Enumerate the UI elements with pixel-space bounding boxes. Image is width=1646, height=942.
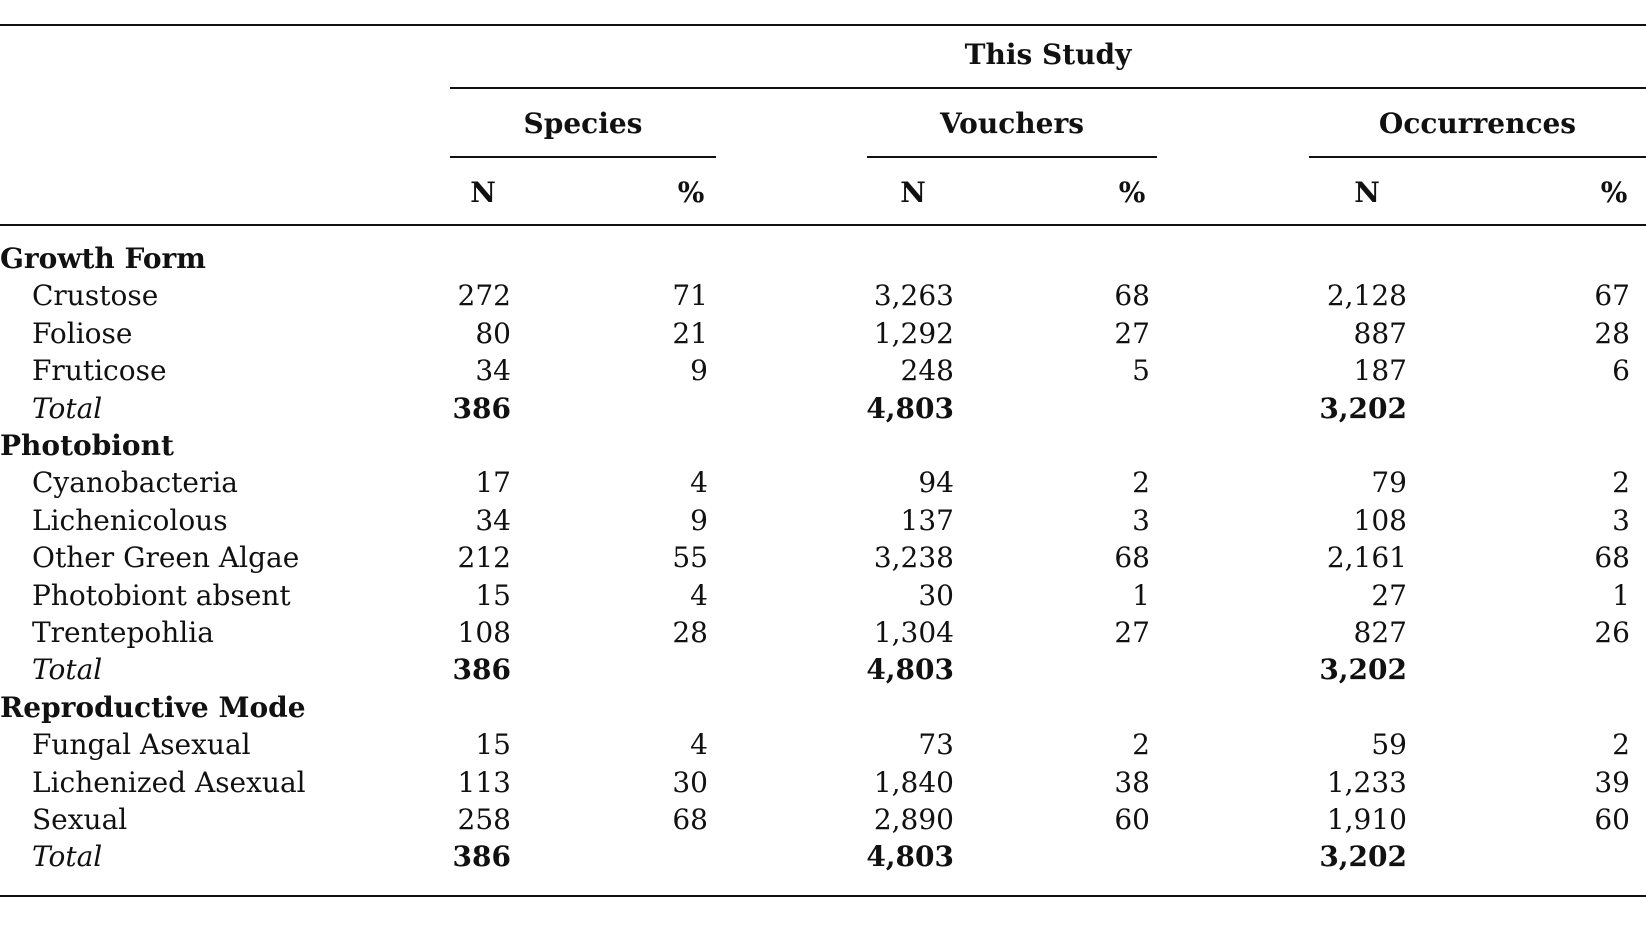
row-label: Sexual	[32, 803, 128, 836]
cell-occurrences-pct: 68	[1594, 541, 1630, 574]
cell-species-n: 80	[475, 317, 511, 350]
cell-species-n: 15	[475, 728, 511, 761]
cell-occurrences-pct: 3	[1612, 504, 1630, 537]
cell-species-pct: 4	[690, 579, 708, 612]
cell-species-pct: 4	[690, 466, 708, 499]
cell-species-n: 17	[475, 466, 511, 499]
cell-occurrences-n: 1,233	[1326, 766, 1407, 799]
cell-species-pct: 30	[672, 766, 708, 799]
cell-species-n: 212	[457, 541, 511, 574]
cell-species-pct: 21	[672, 317, 708, 350]
cell-vouchers-n: 137	[900, 504, 954, 537]
subheader-vouchers-pct: %	[1118, 176, 1146, 209]
cell-vouchers-pct: 27	[1114, 317, 1150, 350]
group-header-vouchers: Vouchers	[940, 107, 1084, 140]
cell-vouchers-pct: 68	[1114, 279, 1150, 312]
cell-occurrences-n: 827	[1353, 616, 1407, 649]
row-label: Foliose	[32, 317, 133, 350]
total-occurrences-n: 3,202	[1319, 840, 1407, 873]
cell-species-n: 15	[475, 579, 511, 612]
total-species-n: 386	[452, 840, 511, 873]
row-label: Lichenized Asexual	[32, 766, 306, 799]
cell-occurrences-n: 1,910	[1326, 803, 1407, 836]
total-label: Total	[32, 392, 103, 425]
cell-species-pct: 71	[672, 279, 708, 312]
cell-vouchers-pct: 38	[1114, 766, 1150, 799]
header-bottom-rule	[0, 224, 1646, 226]
cell-vouchers-n: 2,890	[873, 803, 954, 836]
cell-species-n: 258	[457, 803, 511, 836]
row-label: Trentepohlia	[32, 616, 214, 649]
cell-vouchers-pct: 27	[1114, 616, 1150, 649]
cell-occurrences-pct: 67	[1594, 279, 1630, 312]
group-header-species: Species	[523, 107, 643, 140]
cell-occurrences-pct: 2	[1612, 728, 1630, 761]
cell-occurrences-n: 27	[1371, 579, 1407, 612]
row-label: Fruticose	[32, 354, 167, 387]
cell-occurrences-n: 108	[1353, 504, 1407, 537]
total-vouchers-n: 4,803	[866, 392, 954, 425]
cell-vouchers-pct: 68	[1114, 541, 1150, 574]
cell-vouchers-n: 94	[918, 466, 954, 499]
cell-occurrences-pct: 1	[1612, 579, 1630, 612]
cell-vouchers-n: 1,304	[873, 616, 954, 649]
cell-occurrences-pct: 6	[1612, 354, 1630, 387]
cell-vouchers-pct: 2	[1132, 728, 1150, 761]
top-rule	[0, 24, 1646, 26]
cell-vouchers-pct: 1	[1132, 579, 1150, 612]
total-vouchers-n: 4,803	[866, 653, 954, 686]
total-species-n: 386	[452, 653, 511, 686]
cell-occurrences-n: 2,128	[1326, 279, 1407, 312]
subheader-occurrences-n: N	[1354, 176, 1380, 209]
section-title: Photobiont	[0, 429, 174, 462]
total-species-n: 386	[452, 392, 511, 425]
occurrences-rule	[1309, 156, 1646, 158]
row-label: Cyanobacteria	[32, 466, 238, 499]
cell-vouchers-n: 248	[900, 354, 954, 387]
subheader-species-n: N	[470, 176, 496, 209]
cell-occurrences-pct: 28	[1594, 317, 1630, 350]
cell-species-pct: 28	[672, 616, 708, 649]
cell-vouchers-pct: 3	[1132, 504, 1150, 537]
cell-vouchers-pct: 60	[1114, 803, 1150, 836]
bottom-rule	[0, 895, 1646, 897]
species-rule	[450, 156, 716, 158]
cell-species-n: 108	[457, 616, 511, 649]
cell-occurrences-pct: 26	[1594, 616, 1630, 649]
total-occurrences-n: 3,202	[1319, 392, 1407, 425]
subheader-species-pct: %	[677, 176, 705, 209]
cell-species-n: 34	[475, 354, 511, 387]
total-label: Total	[32, 653, 103, 686]
cell-occurrences-n: 2,161	[1326, 541, 1407, 574]
subheader-vouchers-n: N	[900, 176, 926, 209]
section-title: Reproductive Mode	[0, 691, 306, 724]
group-title: This Study	[964, 38, 1132, 71]
cell-species-pct: 9	[690, 354, 708, 387]
section-title: Growth Form	[0, 242, 206, 275]
cell-occurrences-n: 59	[1371, 728, 1407, 761]
cell-occurrences-n: 887	[1353, 317, 1407, 350]
row-label: Fungal Asexual	[32, 728, 251, 761]
cell-occurrences-pct: 2	[1612, 466, 1630, 499]
cell-vouchers-n: 73	[918, 728, 954, 761]
cell-species-pct: 4	[690, 728, 708, 761]
cell-species-pct: 68	[672, 803, 708, 836]
vouchers-rule	[867, 156, 1157, 158]
total-label: Total	[32, 840, 103, 873]
cell-vouchers-n: 1,840	[873, 766, 954, 799]
cell-species-pct: 9	[690, 504, 708, 537]
subheader-occurrences-pct: %	[1600, 176, 1628, 209]
cell-vouchers-n: 3,238	[873, 541, 954, 574]
cell-occurrences-pct: 39	[1594, 766, 1630, 799]
cell-vouchers-n: 30	[918, 579, 954, 612]
this-study-rule	[450, 87, 1646, 89]
cell-vouchers-n: 3,263	[873, 279, 954, 312]
cell-occurrences-n: 187	[1353, 354, 1407, 387]
cell-species-n: 113	[457, 766, 511, 799]
row-label: Photobiont absent	[32, 579, 291, 612]
total-occurrences-n: 3,202	[1319, 653, 1407, 686]
row-label: Lichenicolous	[32, 504, 228, 537]
cell-species-n: 34	[475, 504, 511, 537]
cell-vouchers-pct: 5	[1132, 354, 1150, 387]
cell-species-n: 272	[457, 279, 511, 312]
cell-vouchers-pct: 2	[1132, 466, 1150, 499]
row-label: Crustose	[32, 279, 159, 312]
cell-occurrences-n: 79	[1371, 466, 1407, 499]
row-label: Other Green Algae	[32, 541, 300, 574]
cell-species-pct: 55	[672, 541, 708, 574]
cell-occurrences-pct: 60	[1594, 803, 1630, 836]
group-header-occurrences: Occurrences	[1378, 107, 1577, 140]
total-vouchers-n: 4,803	[866, 840, 954, 873]
cell-vouchers-n: 1,292	[873, 317, 954, 350]
